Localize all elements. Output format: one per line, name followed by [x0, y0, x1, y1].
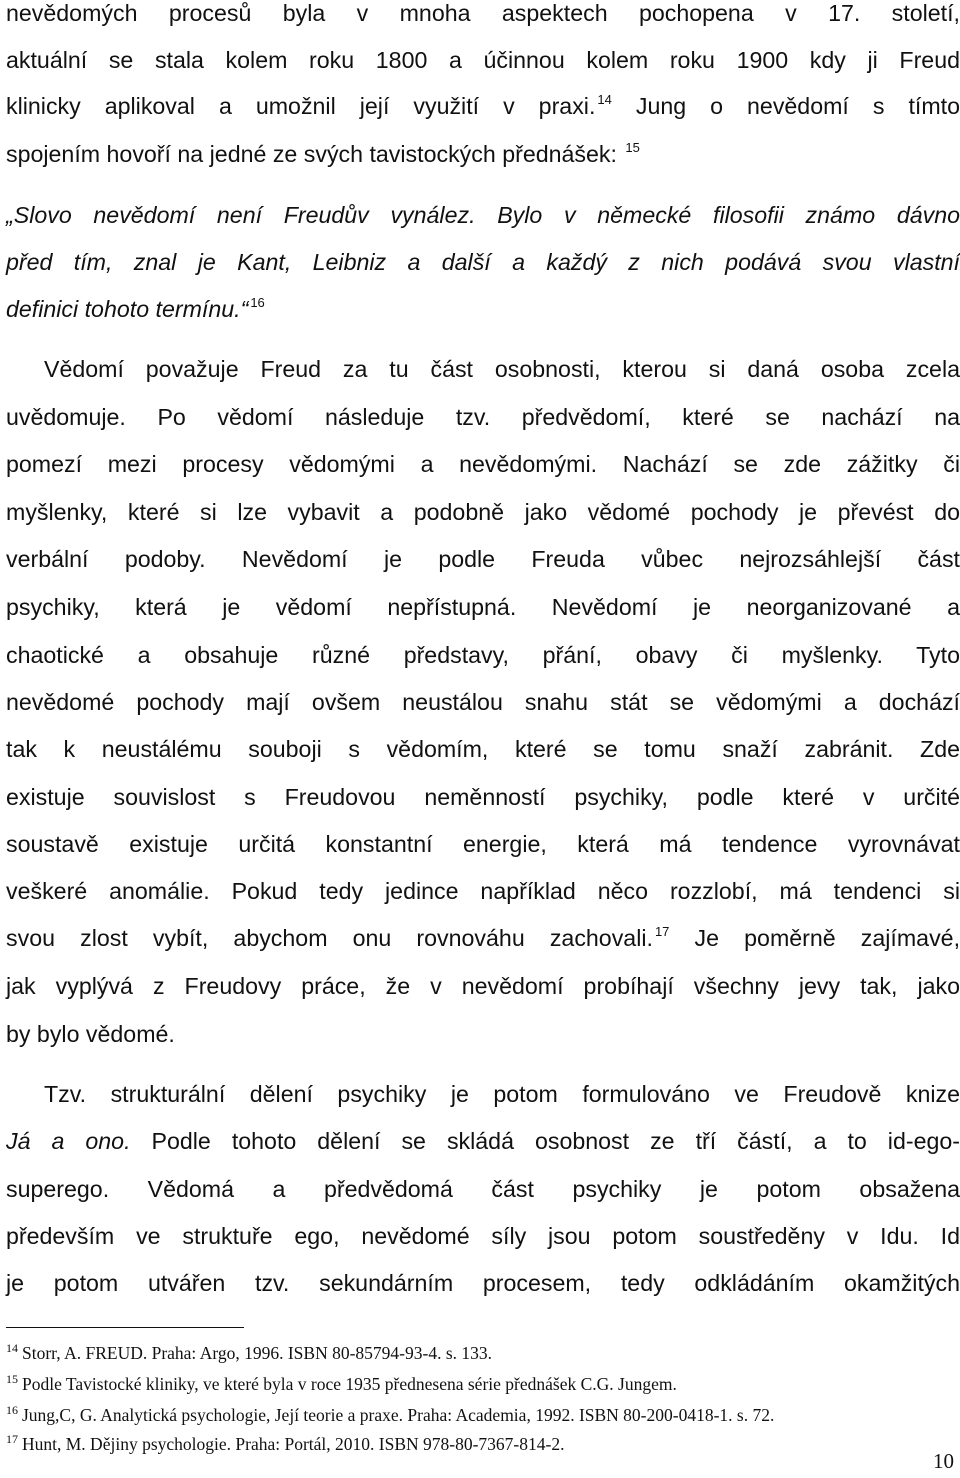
- book-title: Já a ono.: [6, 1128, 131, 1154]
- text-line: svou zlost vybít, abychom onu rovnováhu zachovali. $^{17}$ Je poměrně zajímavé,: [6, 924, 960, 951]
- text-line: Já a ono. Podle tohoto dělení se skládá osobnost ze tří částí, a to id-ego-: [6, 1128, 960, 1154]
- text-line: uvědomuje. Po vědomí následuje tzv. předvědomí, které se nachází na: [6, 404, 960, 430]
- text-line: nevědomých procesů byla v mnoha aspektech pochopena v 17. století,: [6, 0, 960, 26]
- text-line: myšlenky, které si lze vybavit a podobně jako vědomé pochody je převést do: [6, 499, 960, 525]
- footnote-ref-16: 16: [250, 295, 265, 310]
- footnote-ref-14: 14: [597, 92, 612, 107]
- text-line: jak vyplývá z Freudovy práce, že v nevědomí probíhají všechny jevy tak, jako: [6, 973, 960, 999]
- quote-line: „Slovo nevědomí není Freudův vynález. Bylo v německé filosofii známo dávno: [6, 202, 960, 228]
- quote-line: definici tohoto termínu.“ $^{16}$: [6, 295, 265, 322]
- text-line: aktuální se stala kolem roku 1800 a účinnou kolem roku 1900 kdy ji Freud: [6, 47, 960, 73]
- footnote: $^{15}$ Podle Tavistocké kliniky, ve které byla v roce 1935 přednesena série přednášek C.G. Jungem.: [6, 1372, 677, 1394]
- text-line: tak k neustálému souboji s vědomím, které se tomu snaží zabránit. Zde: [6, 736, 960, 762]
- text-line: spojením hovoří na jedné ze svých tavistockých přednášek: $^{15}$: [6, 140, 640, 167]
- text-line: nevědomé pochody mají ovšem neustálou snahu stát se vědomými a dochází: [6, 689, 960, 715]
- footnote-ref-17: 17: [654, 924, 670, 939]
- text-line: soustavě existuje určitá konstantní energie, která má tendence vyrovnávat: [6, 831, 960, 857]
- text-line: především ve struktuře ego, nevědomé síly jsou potom soustředěny v Idu. Id: [6, 1223, 960, 1249]
- text-line: veškeré anomálie. Pokud tedy jedince například něco rozzlobí, má tendenci si: [6, 878, 960, 904]
- text-line: Tzv. strukturální dělení psychiky je potom formulováno ve Freudově knize: [44, 1081, 960, 1107]
- text-line: klinicky aplikoval a umožnil její využití v praxi. $^{14}$ Jung o nevědomí s tímto: [6, 92, 960, 119]
- text-line: chaotické a obsahuje různé představy, přání, obavy či myšlenky. Tyto: [6, 642, 960, 668]
- text-line: existuje souvislost s Freudovou neměnností psychiky, podle které v určité: [6, 784, 960, 810]
- text-line: pomezí mezi procesy vědomými a nevědomými. Nachází se zde zážitky či: [6, 451, 960, 477]
- text-line: psychiky, která je vědomí nepřístupná. Nevědomí je neorganizované a: [6, 594, 960, 620]
- footnote: $^{14}$ Storr, A. FREUD. Praha: Argo, 1996. ISBN 80-85794-93-4. s. 133.: [6, 1341, 493, 1363]
- footnote-ref-15: 15: [625, 140, 640, 155]
- quote-line: před tím, znal je Kant, Leibniz a další a každý z nich podává svou vlastní: [6, 249, 960, 275]
- text-line: je potom utvářen tzv. sekundárním procesem, tedy odkládáním okamžitých: [6, 1270, 960, 1296]
- footnote: $^{17}$ Hunt, M. Dějiny psychologie. Praha: Portál, 2010. ISBN 978-80-7367-814-2.: [6, 1432, 565, 1454]
- text-line: superego. Vědomá a předvědomá část psychiky je potom obsažena: [6, 1176, 960, 1202]
- text-line: verbální podoby. Nevědomí je podle Freuda vůbec nejrozsáhlejší část: [6, 546, 960, 572]
- footnote-divider: [6, 1327, 244, 1328]
- text-line: by bylo vědomé.: [6, 1021, 175, 1047]
- footnote: $^{16}$ Jung,C, G. Analytická psychologie, Její teorie a praxe. Praha: Academia, 1992. ISBN 80-200-0418-1. s. 72.: [6, 1403, 775, 1425]
- page-number: 10: [933, 1449, 954, 1473]
- text-line: Vědomí považuje Freud za tu část osobnosti, kterou si daná osoba zcela: [44, 356, 960, 382]
